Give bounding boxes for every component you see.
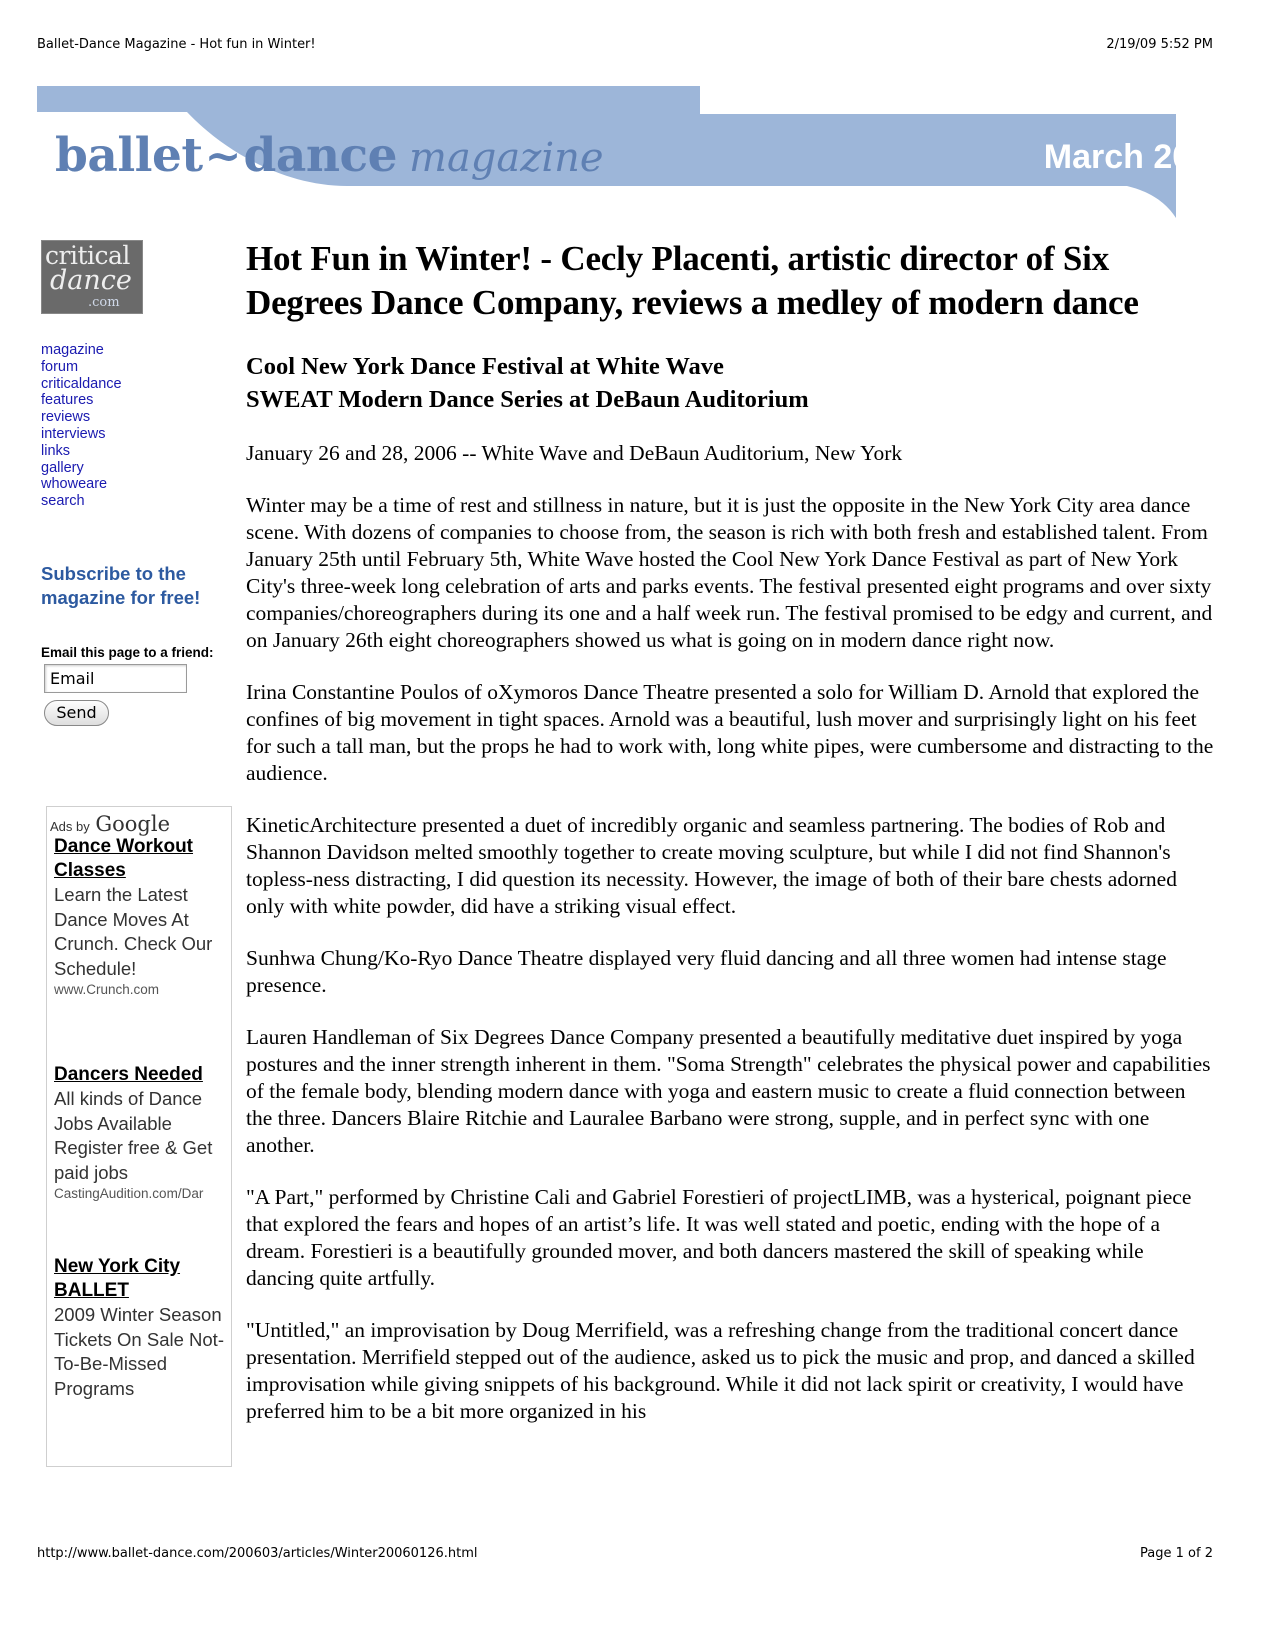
- article-paragraph: Irina Constantine Poulos of oXymoros Dance Theatre presented a solo for William D. Arnold that explored the confines of big movement in tight spaces. Arnold was a beautiful, lush mover and surprisingly light on his feet for such a tall man, but the props he had to work with, long white pipes, were cumbersome and distracting to the audience.: [246, 680, 1214, 785]
- ad-url[interactable]: www.Crunch.com: [54, 982, 160, 997]
- nav-link-links[interactable]: links: [41, 442, 71, 459]
- site-logo[interactable]: [55, 128, 604, 183]
- article-subtitle-line2: SWEAT Modern Dance Series at DeBaun Auditorium: [246, 386, 809, 413]
- ad-text: Learn the Latest Dance Moves At Crunch. Check Our Schedule!: [54, 884, 213, 979]
- article-paragraph: KineticArchitecture presented a duet of incredibly organic and seamless partnering. The bodies of Rob and Shannon Davidson melted smoothly together to create moving sculpture, but while I did not find Shannon's topless-ness distracting, I did question its necessity. However, the image of both of their bare chests adorned only with white powder, did have a striking visual effect.: [246, 813, 1177, 918]
- article-paragraph: Lauren Handleman of Six Degrees Dance Company presented a beautifully meditative duet inspired by yoga postures and the inner strength inherent in them. "Soma Strength" celebrates the physical power and capabilities of the female body, blending modern dance with yoga and eastern music to create a fluid connection between the three. Dancers Blaire Ritchie and Lauralee Barbano were strong, supple, and in perfect sync with one another.: [246, 1025, 1211, 1157]
- nav-link-whoweare[interactable]: whoweare: [41, 476, 108, 493]
- article-subtitle-line1: Cool New York Dance Festival at White Wave: [246, 353, 724, 380]
- article-subtitle: [246, 350, 1216, 416]
- print-header: [37, 37, 1213, 52]
- criticaldance-logo-line2: dance: [50, 265, 132, 296]
- ad-title-link[interactable]: New York City BALLET: [54, 1256, 181, 1301]
- logo-word-dance: dance: [243, 128, 398, 183]
- ads-by-google-label[interactable]: [50, 812, 170, 836]
- article-paragraph: "A Part," performed by Christine Cali and Gabriel Forestieri of projectLIMB, was a hysterical, poignant piece that explored the fears and hopes of an artist’s life. It was well stated and poetic, ending with the hope of a dream. Forestieri is a beautifully grounded mover, and both dancers mastered the skill of speaking while dancing quite artfully.: [246, 1185, 1192, 1290]
- email-friend-label: Email this page to a friend:: [41, 644, 214, 660]
- ad-item: [54, 835, 230, 998]
- sidebar-nav: [41, 342, 231, 510]
- nav-link-forum[interactable]: forum: [41, 358, 79, 375]
- article: [246, 237, 1216, 1425]
- email-input[interactable]: [44, 664, 187, 693]
- print-footer: [37, 1546, 1213, 1561]
- print-timestamp: 2/19/09 5:52 PM: [1106, 37, 1213, 52]
- ad-url[interactable]: CastingAudition.com/Dar: [54, 1186, 204, 1201]
- article-paragraph: Sunhwa Chung/Ko-Ryo Dance Theatre displayed very fluid dancing and all three women had intense stage presence.: [246, 946, 1167, 997]
- nav-link-features[interactable]: features: [41, 392, 94, 409]
- article-paragraph: "Untitled," an improvisation by Doug Merrifield, was a refreshing change from the traditional concert dance presentation. Merrifield stepped out of the audience, asked us to pick the music and prop, and danced a skilled improvisation while giving snippets of his background. While it did not lack spirit or creativity, I would have preferred him to be a bit more organized in his: [246, 1318, 1195, 1423]
- article-title: Hot Fun in Winter! - Cecly Placenti, artistic director of Six Degrees Dance Company, reviews a medley of modern dance: [246, 239, 1139, 322]
- logo-tilde: ~: [204, 131, 242, 182]
- logo-word-magazine: magazine: [409, 135, 604, 181]
- ad-item: [54, 1063, 230, 1202]
- ad-title-link[interactable]: Dancers Needed: [54, 1064, 203, 1085]
- google-ads-box: [46, 806, 232, 1467]
- sidebar: [41, 240, 231, 726]
- google-wordmark: Google: [95, 812, 171, 836]
- criticaldance-logo-line3: .com: [88, 295, 120, 310]
- nav-link-reviews[interactable]: reviews: [41, 409, 91, 426]
- logo-word-ballet: ballet: [55, 128, 203, 183]
- ad-title-link[interactable]: Dance Workout Classes: [54, 836, 194, 881]
- subscribe-link[interactable]: Subscribe to the magazine for free!: [41, 562, 201, 608]
- ad-text: All kinds of Dance Jobs Available Register free & Get paid jobs: [54, 1088, 213, 1183]
- issue-date: March 2006: [1043, 138, 1229, 176]
- print-page-number: Page 1 of 2: [1140, 1546, 1213, 1561]
- ad-text: 2009 Winter Season Tickets On Sale Not-To-Be-Missed Programs: [54, 1304, 224, 1399]
- article-paragraph: Winter may be a time of rest and stillness in nature, but it is just the opposite in the New York City area dance scene. With dozens of companies to choose from, the season is rich with both fresh and established talent. From January 25th until February 5th, White Wave hosted the Cool New York Dance Festival as part of New York City's three-week long celebration of arts and parks events. The festival presented eight programs and over sixty companies/choreographers during its one and a half week run. The festival promised to be edgy and current, and on January 26th eight choreographers showed us what is going on in modern dance right now.: [246, 493, 1213, 652]
- criticaldance-logo-line1: critical: [45, 241, 130, 270]
- nav-link-criticaldance[interactable]: criticaldance: [41, 375, 122, 392]
- nav-link-magazine[interactable]: magazine: [41, 342, 104, 358]
- print-url: http://www.ballet-dance.com/200603/articles/Winter20060126.html: [37, 1546, 478, 1561]
- print-page-title: Ballet-Dance Magazine - Hot fun in Winter!: [37, 37, 316, 52]
- nav-link-search[interactable]: search: [41, 493, 85, 510]
- ads-by-text: Ads by: [50, 819, 90, 834]
- nav-link-interviews[interactable]: interviews: [41, 425, 106, 442]
- criticaldance-logo[interactable]: [41, 240, 143, 314]
- article-dateline: January 26 and 28, 2006 -- White Wave and DeBaun Auditorium, New York: [246, 441, 903, 465]
- ad-item: [54, 1255, 230, 1401]
- send-button[interactable]: Send: [44, 700, 109, 726]
- nav-link-gallery[interactable]: gallery: [41, 459, 84, 476]
